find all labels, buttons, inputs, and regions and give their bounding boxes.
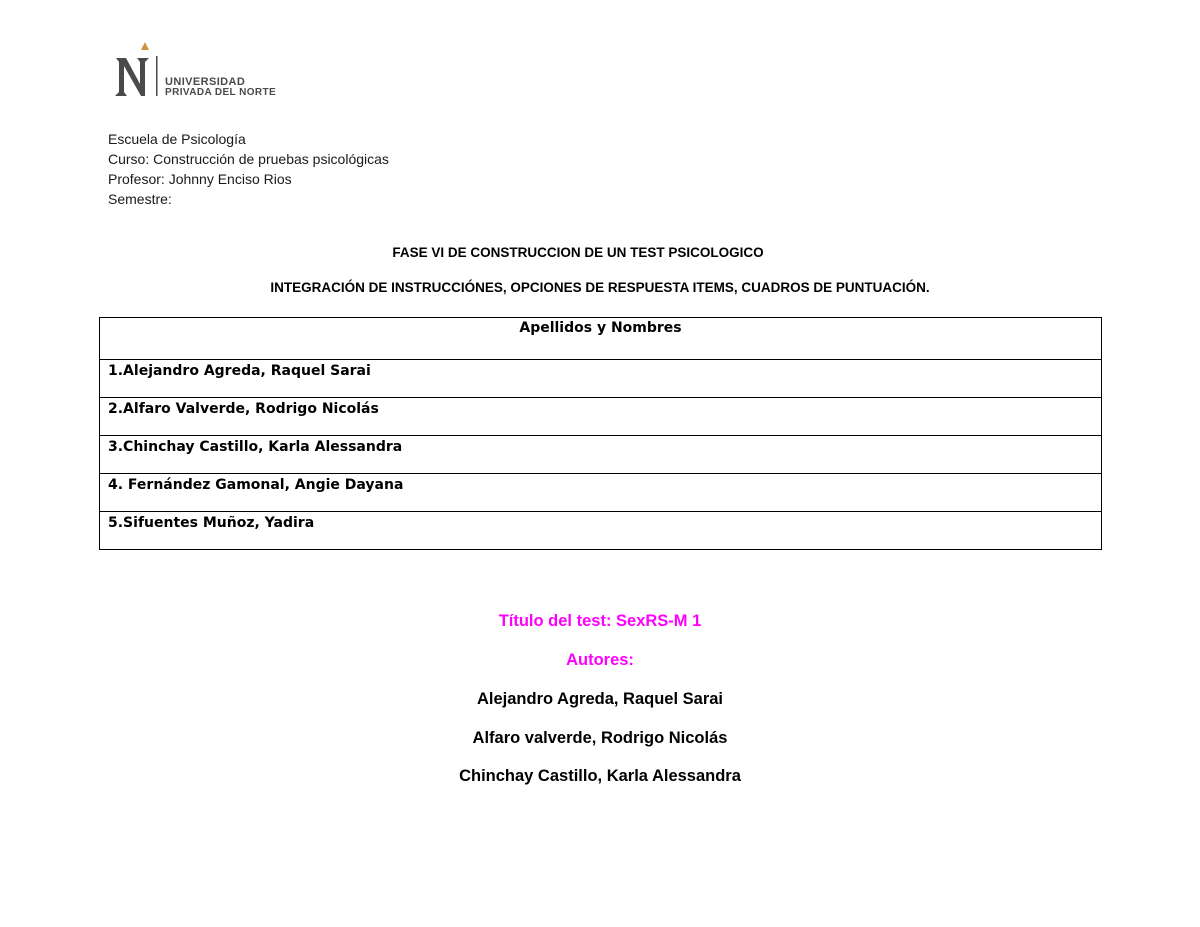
upn-monogram-icon — [112, 40, 160, 100]
author-name: Alfaro valverde, Rodrigo Nicolás — [472, 729, 728, 747]
member-name: 4. Fernández Gamonal, Angie Dayana — [100, 474, 1102, 512]
authors-label: Autores: — [566, 651, 634, 669]
semester-label: Semestre: — [108, 191, 172, 207]
course-header — [108, 129, 389, 209]
logo-line-2: PRIVADA DEL NORTE — [165, 87, 277, 98]
member-name: 5.Sifuentes Muñoz, Yadira — [100, 512, 1102, 550]
member-name: 2.Alfaro Valverde, Rodrigo Nicolás — [100, 398, 1102, 436]
table-header-row — [100, 318, 1102, 360]
course-name: Curso: Construcción de pruebas psicológicas — [108, 151, 389, 167]
member-name: 1.Alejandro Agreda, Raquel Sarai — [100, 360, 1102, 398]
table-header: Apellidos y Nombres — [100, 318, 1102, 360]
integration-title: INTEGRACIÓN DE INSTRUCCIÓNES, OPCIONES DE RESPUESTA ITEMS, CUADROS DE PUNTUACIÓN. — [270, 280, 930, 295]
table-row — [100, 436, 1102, 474]
logo-line-1: UNIVERSIDAD — [165, 76, 246, 88]
author-name: Chinchay Castillo, Karla Alessandra — [459, 767, 741, 785]
member-name: 3.Chinchay Castillo, Karla Alessandra — [100, 436, 1102, 474]
test-title: Título del test: SexRS-M 1 — [498, 612, 702, 630]
university-logo — [112, 40, 302, 100]
table-row — [100, 398, 1102, 436]
table-row — [100, 360, 1102, 398]
members-table — [99, 317, 1102, 550]
author-name: Alejandro Agreda, Raquel Sarai — [476, 690, 724, 708]
school-name: Escuela de Psicología — [108, 131, 246, 147]
table-row — [100, 512, 1102, 550]
phase-title: FASE VI DE CONSTRUCCION DE UN TEST PSICOLOGICO — [392, 245, 764, 260]
table-row — [100, 474, 1102, 512]
professor-name: Profesor: Johnny Enciso Rios — [108, 171, 292, 187]
